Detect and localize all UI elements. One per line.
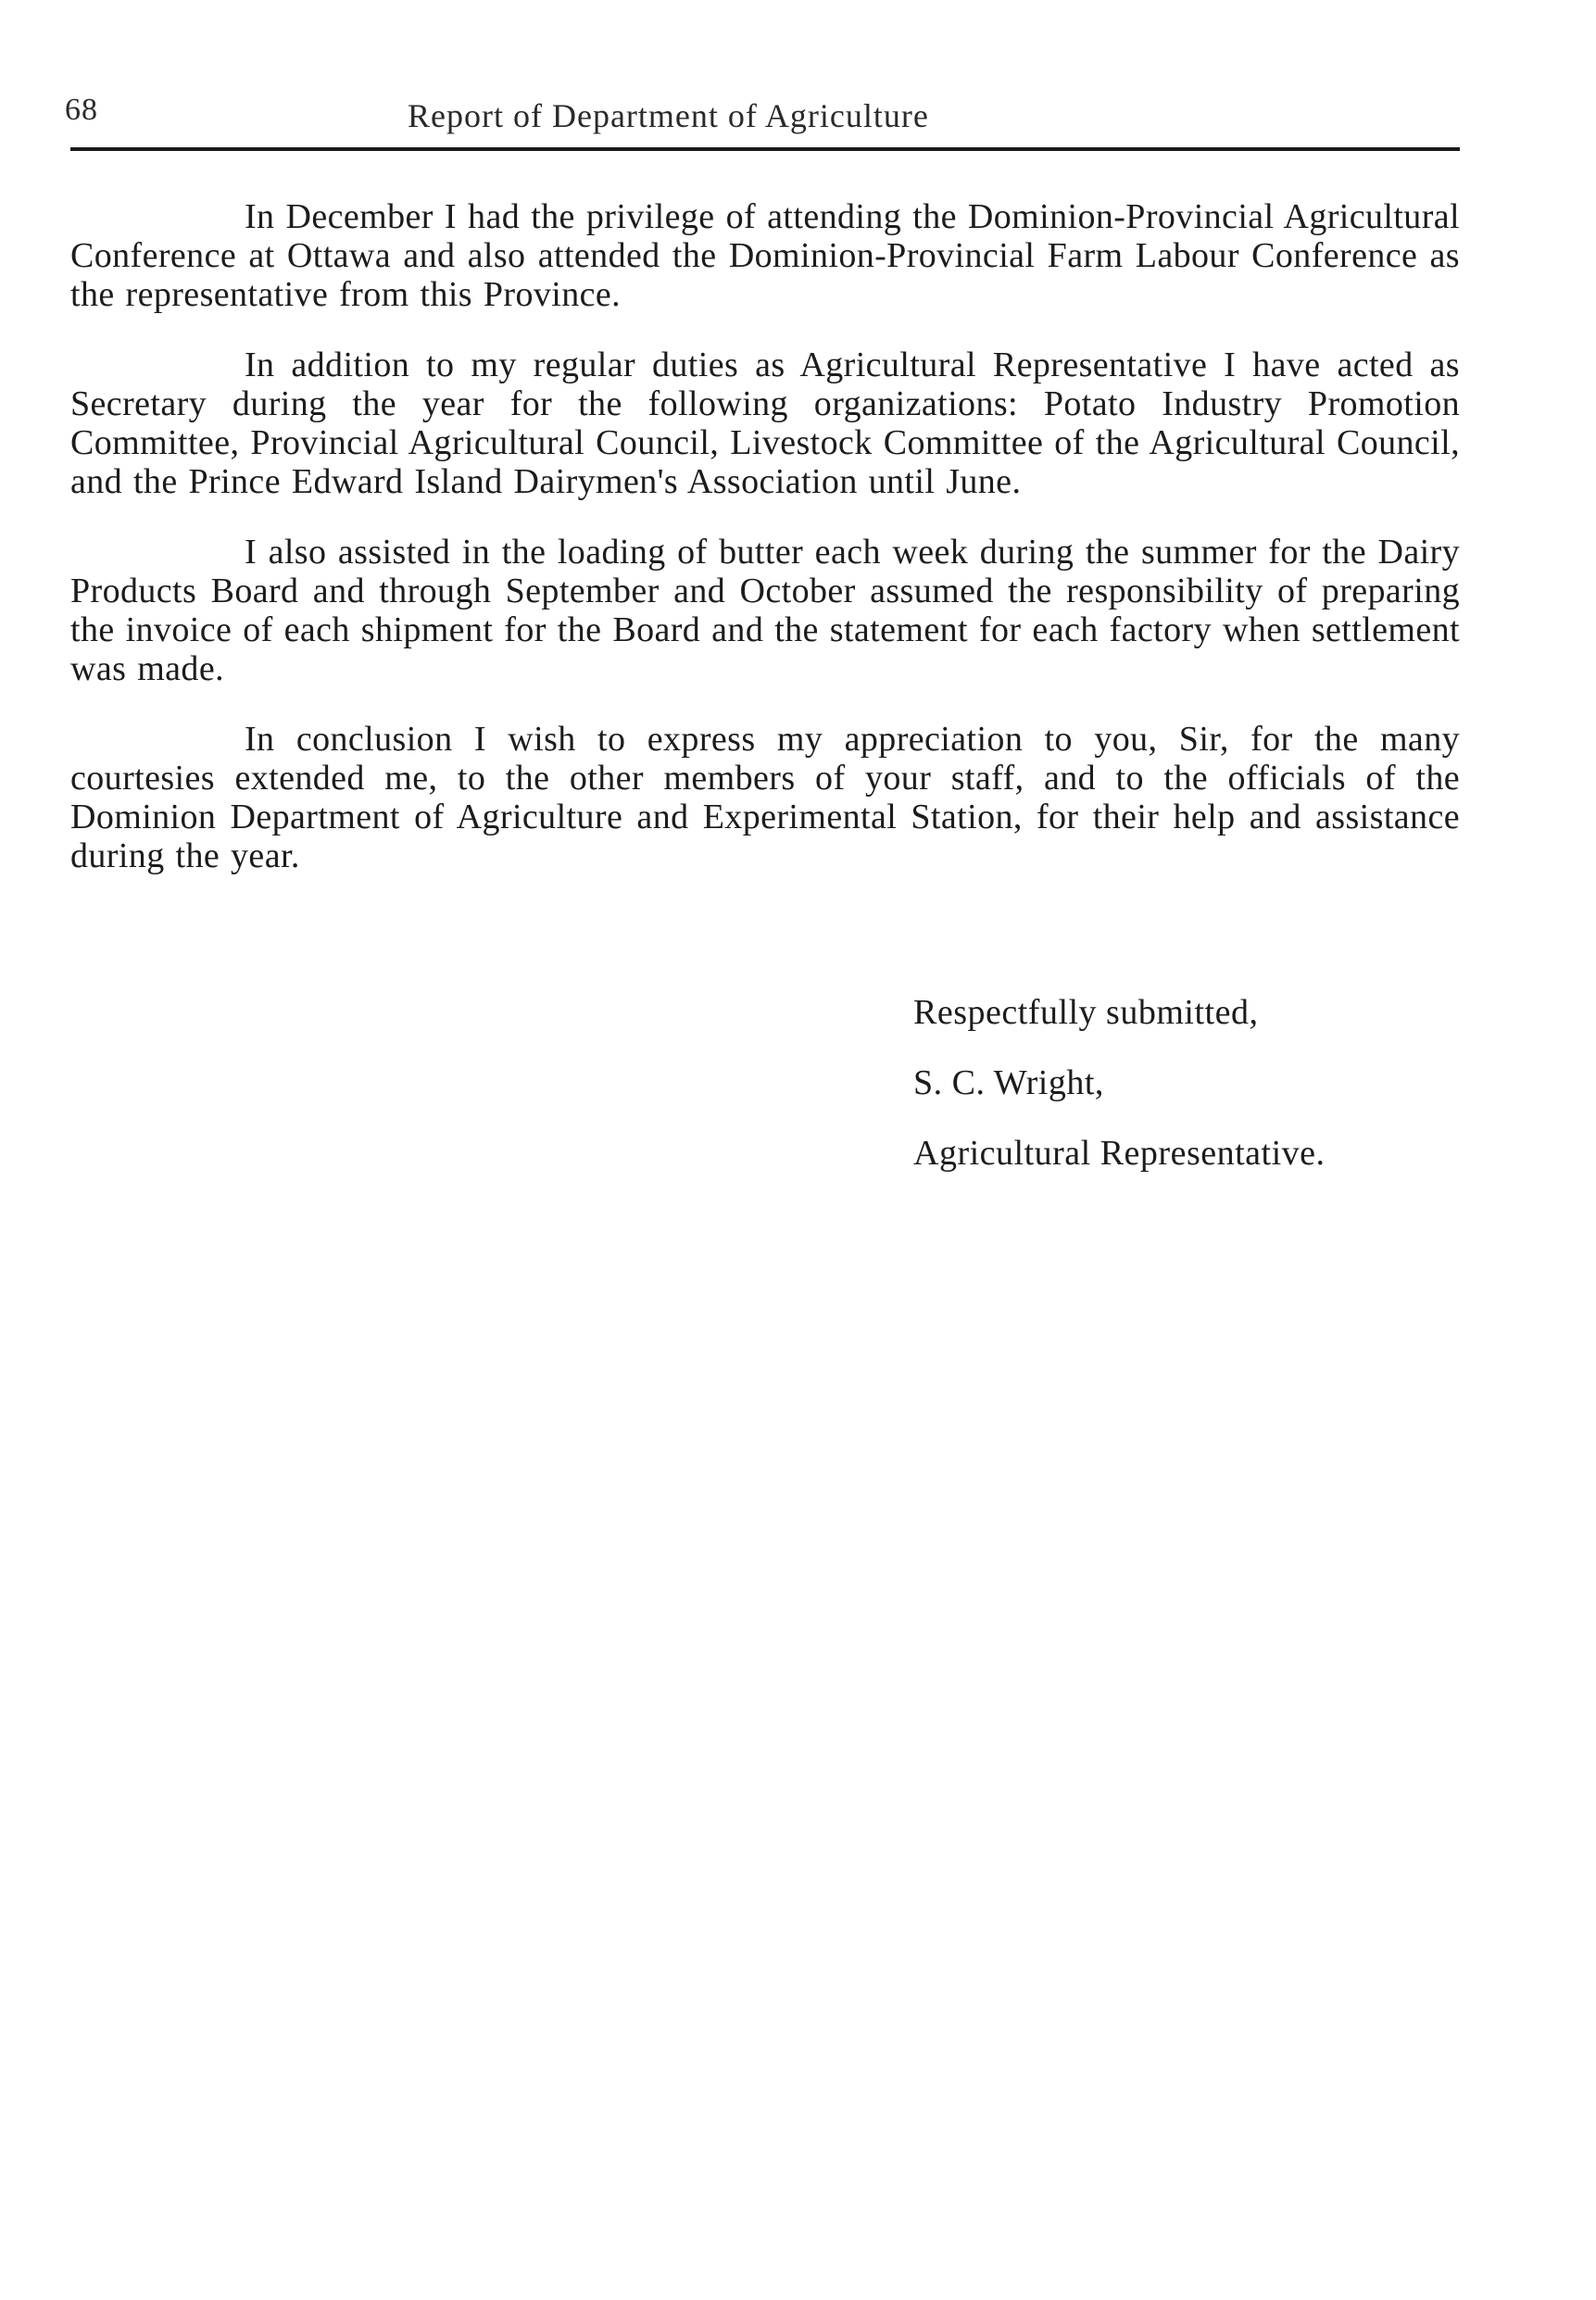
- signature-name: S. C. Wright,: [913, 1063, 1104, 1102]
- page-number: 68: [65, 93, 98, 127]
- paragraph-secretary-duties: In addition to my regular duties as Agricultural Representative I have acted as Secretary during the year for the following organizations: Potato Industry Promotion Committee, Provincial Agricultural Council, Livestock Committee of the Agricultural Council, and the Prince Edward Island Dairymen's Association until June.: [70, 346, 1460, 501]
- paragraph-conferences: In December I had the privilege of attending the Dominion-Provincial Agricultural Conference at Ottawa and also attended the Dominion-Provincial Farm Labour Conference as the representative from this Province.: [70, 197, 1460, 314]
- header-rule: [70, 147, 1460, 151]
- signature-closing: Respectfully submitted,: [913, 993, 1259, 1032]
- page-header: [65, 93, 1459, 148]
- running-head: Report of Department of Agriculture: [408, 97, 929, 134]
- paragraph-butter-loading: I also assisted in the loading of butter each week during the summer for the Dairy Products Board and through September and October assumed the responsibility of preparing the invoice of each shipment for the Board and the statement for each factory when settlement was made.: [70, 533, 1460, 688]
- paragraph-conclusion: In conclusion I wish to express my appreciation to you, Sir, for the many courtesies extended me, to the other members of your staff, and to the officials of the Dominion Department of Agriculture and Experimental Station, for their help and assistance during the year.: [70, 720, 1460, 875]
- signature-title: Agricultural Representative.: [913, 1134, 1326, 1173]
- signature-block: [913, 993, 1469, 1204]
- body-text: [70, 197, 1460, 907]
